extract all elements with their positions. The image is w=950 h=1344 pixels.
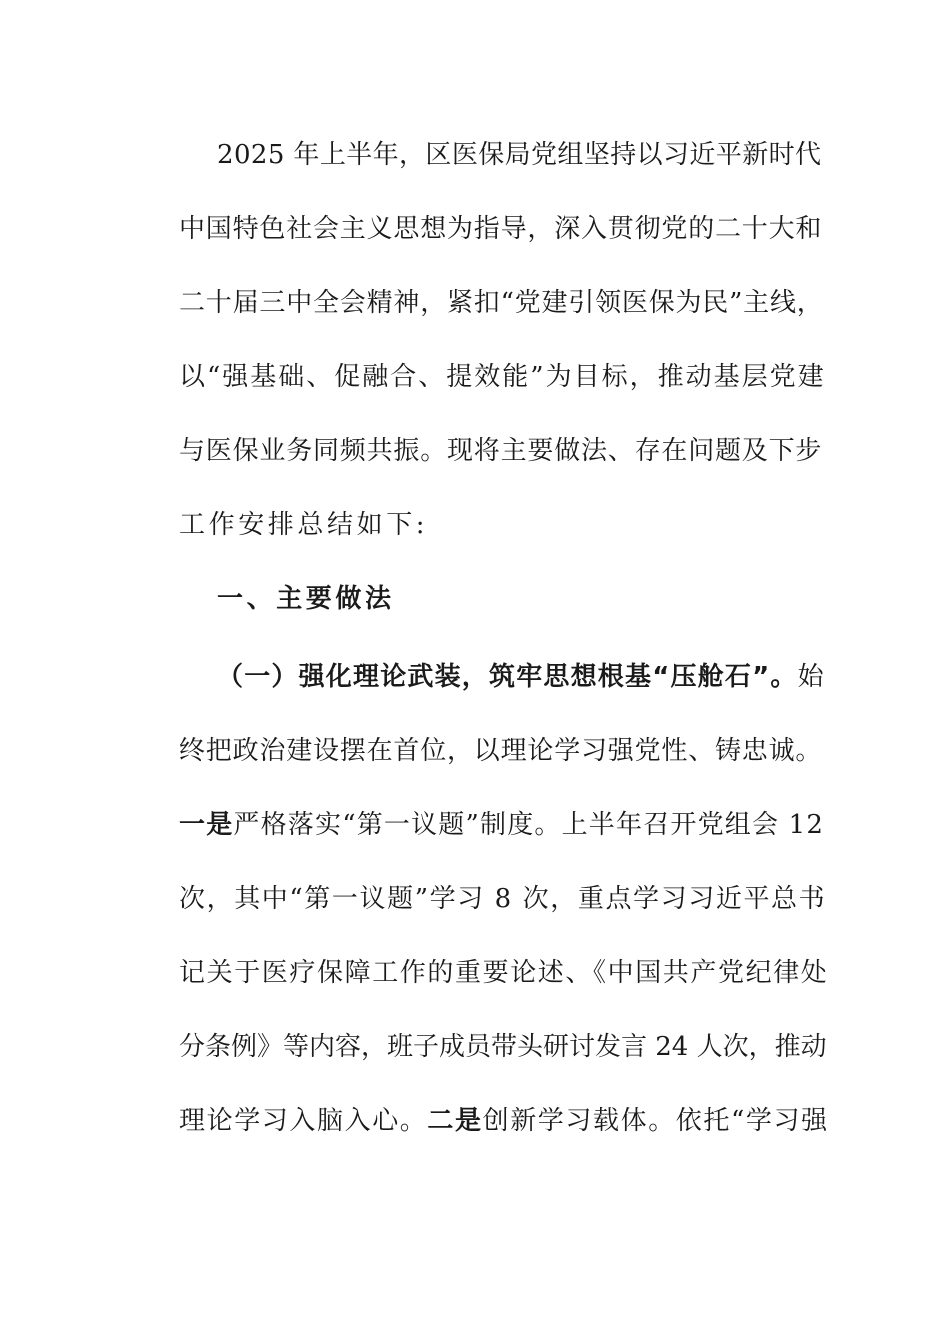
body-line-5: 分条例》等内容，班子成员带头研讨发言 24 人次，推动 xyxy=(179,1032,827,1062)
body-line-4: 记关于医疗保障工作的重要论述、《中国共产党纪律处 xyxy=(179,958,829,988)
subsection-first-line xyxy=(217,657,829,697)
body-line-2-text: 严格落实“第一议题”制度。上半年召开党组会 12 xyxy=(233,810,825,840)
body-line-1: 终把政治建设摆在首位，以理论学习强党性、铸忠诚。 xyxy=(179,736,823,766)
marker-second: 二是 xyxy=(427,1106,483,1136)
intro-line-3: 二十届三中全会精神，紧扣“党建引领医保为民”主线， xyxy=(179,288,824,318)
body-line-6-tail: 创新学习载体。依托“学习强 xyxy=(482,1106,829,1136)
section-heading: 一、主要做法 xyxy=(217,584,395,614)
subsection-title: （一）强化理论武装，筑牢思想根基“压舱石”。 xyxy=(217,662,798,692)
body-line-2 xyxy=(179,805,829,845)
intro-line-5: 与医保业务同频共振。现将主要做法、存在问题及下步 xyxy=(179,436,823,466)
intro-line-2: 中国特色社会主义思想为指导，深入贯彻党的二十大和 xyxy=(179,214,823,244)
body-line-6 xyxy=(179,1101,829,1141)
intro-line-4: 以“强基础、促融合、提效能”为目标，推动基层党建 xyxy=(179,362,826,392)
body-line-3: 次，其中“第一议题”学习 8 次，重点学习习近平总书 xyxy=(179,884,827,914)
intro-line-1: 2025 年上半年，区医保局党组坚持以习近平新时代 xyxy=(217,140,822,170)
body-line-6-text: 理论学习入脑入心。 xyxy=(179,1106,428,1136)
subsection-title-tail: 始 xyxy=(797,662,825,692)
intro-line-6: 工作安排总结如下: xyxy=(179,510,429,540)
marker-first: 一是 xyxy=(179,810,234,840)
